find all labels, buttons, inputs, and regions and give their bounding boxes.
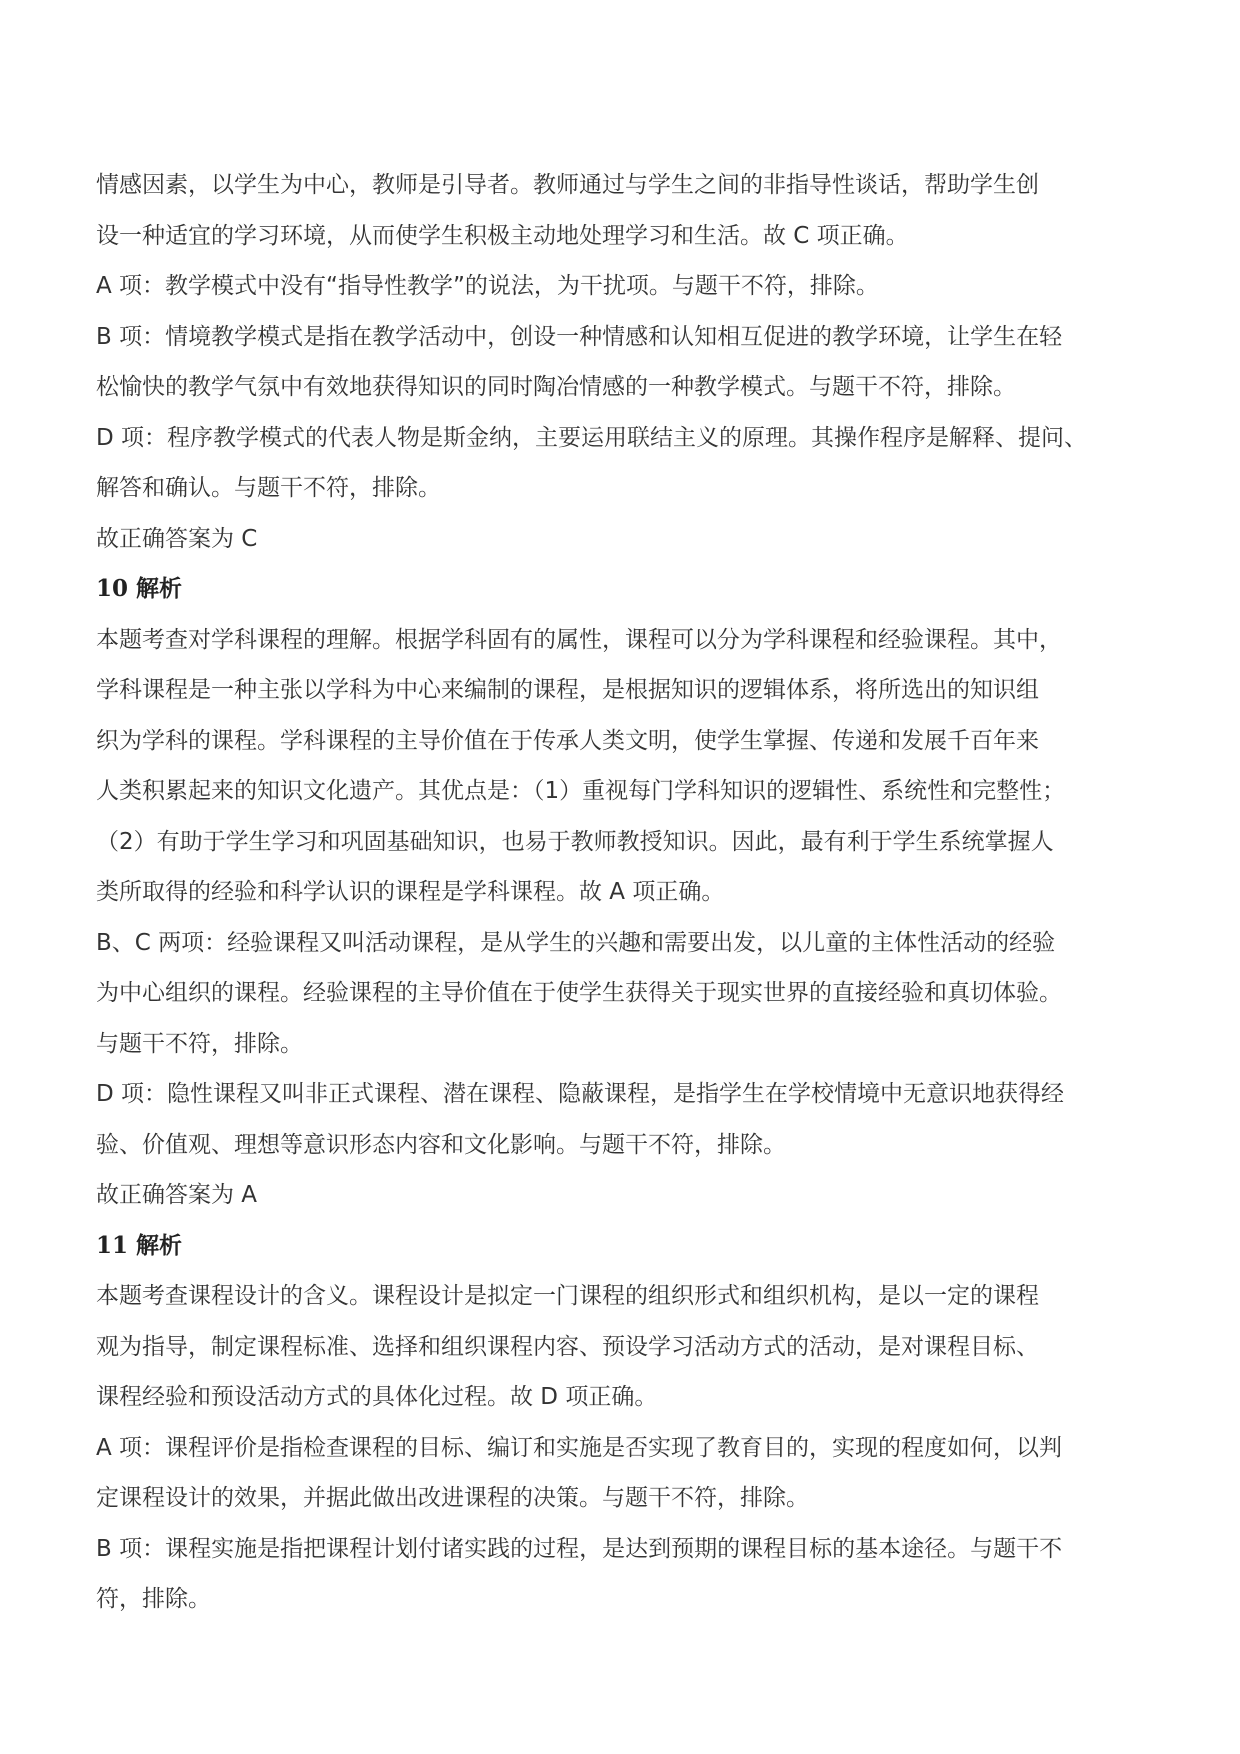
text-line: 10 解析 (96, 575, 183, 602)
text-line: 故正确答案为 C (96, 525, 258, 552)
text-line: 为中心组织的课程。经验课程的主导价值在于使学生获得关于现实世界的直接经验和真切体验。 (96, 980, 1062, 1006)
text-line: 学科课程是一种主张以学科为中心来编制的课程，是根据知识的逻辑体系，将所选出的知识组 (96, 677, 1039, 703)
text-line: 与题干不符，排除。 (96, 1030, 303, 1057)
text-line: A 项：课程评价是指检查课程的目标、编订和实施是否实现了教育目的，实现的程度如何，以判 (96, 1434, 1063, 1461)
text-line: 验、价值观、理想等意识形态内容和文化影响。与题干不符，排除。 (96, 1131, 786, 1158)
paragraph (96, 1524, 1166, 1625)
text-line: 松愉快的教学气氛中有效地获得知识的同时陶冶情感的一种教学模式。与题干不符，排除。 (96, 374, 1016, 400)
text-line: A 项：教学模式中没有“指导性教学”的说法，为干扰项。与题干不符，排除。 (96, 273, 879, 299)
paragraph (96, 1271, 1166, 1423)
text-line: D 项：隐性课程又叫非正式课程、潜在课程、隐蔽课程，是指学生在学校情境中无意识地获得经 (96, 1081, 1065, 1107)
text-line: 情感因素，以学生为中心，教师是引导者。教师通过与学生之间的非指导性谈话，帮助学生创 (96, 172, 1039, 198)
text-line: （2）有助于学生学习和巩固基础知识，也易于教师教授知识。因此，最有利于学生系统掌握人 (96, 828, 1054, 855)
text-line: 课程经验和预设活动方式的具体化过程。故 D 项正确。 (96, 1384, 658, 1410)
paragraph (96, 1069, 1166, 1170)
text-line: 解答和确认。与题干不符，排除。 (96, 475, 441, 501)
text-line: 故正确答案为 A (96, 1182, 258, 1208)
paragraph (96, 918, 1166, 1070)
text-line: 观为指导，制定课程标准、选择和组织课程内容、预设学习活动方式的活动，是对课程目标、 (96, 1333, 1039, 1360)
paragraph (96, 413, 1166, 514)
text-line: 织为学科的课程。学科课程的主导价值在于传承人类文明，使学生掌握、传递和发展千百年来 (96, 727, 1039, 754)
text-line: B、C 两项：经验课程又叫活动课程，是从学生的兴趣和需要出发，以儿童的主体性活动的经验 (96, 929, 1056, 956)
text-line: B 项：课程实施是指把课程计划付诸实践的过程，是达到预期的课程目标的基本途径。与题干不 (96, 1535, 1063, 1562)
document-body (96, 160, 1166, 1625)
text-line: 本题考查对学科课程的理解。根据学科固有的属性，课程可以分为学科课程和经验课程。其中， (96, 626, 1062, 653)
paragraph (96, 615, 1166, 918)
paragraph (96, 1170, 1166, 1221)
text-line: 符，排除。 (96, 1586, 211, 1612)
section-heading (96, 564, 1166, 615)
paragraph (96, 312, 1166, 413)
text-line: 人类积累起来的知识文化遗产。其优点是：（1）重视每门学科知识的逻辑性、系统性和完整性； (96, 778, 1066, 804)
section-heading (96, 1221, 1166, 1272)
paragraph (96, 1423, 1166, 1524)
paragraph (96, 514, 1166, 565)
text-line: D 项：程序教学模式的代表人物是斯金纳，主要运用联结主义的原理。其操作程序是解释、提问、 (96, 424, 1088, 451)
paragraph (96, 261, 1166, 312)
text-line: 设一种适宜的学习环境，从而使学生积极主动地处理学习和生活。故 C 项正确。 (96, 222, 909, 249)
text-line: 类所取得的经验和科学认识的课程是学科课程。故 A 项正确。 (96, 879, 725, 905)
paragraph (96, 160, 1166, 261)
text-line: 本题考查课程设计的含义。课程设计是拟定一门课程的组织形式和组织机构，是以一定的课程 (96, 1283, 1039, 1309)
text-line: 定课程设计的效果，并据此做出改进课程的决策。与题干不符，排除。 (96, 1485, 809, 1511)
text-line: B 项：情境教学模式是指在教学活动中，创设一种情感和认知相互促进的教学环境，让学生在轻 (96, 323, 1063, 350)
text-line: 11 解析 (96, 1231, 183, 1259)
